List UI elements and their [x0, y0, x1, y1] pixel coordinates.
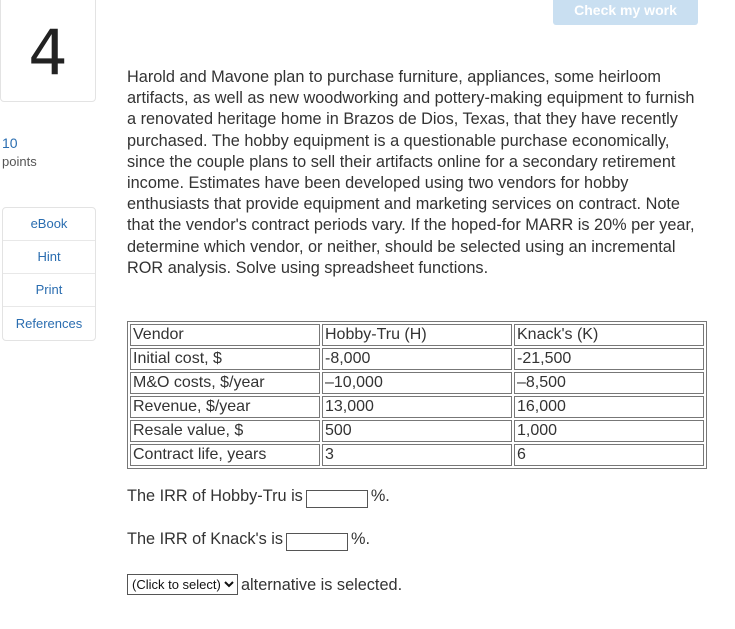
irr-hobby-tru-suffix: %. — [370, 487, 390, 505]
ebook-link[interactable]: eBook — [3, 208, 95, 241]
table-header-cell: Knack's (K) — [514, 324, 704, 346]
selection-line — [127, 574, 402, 595]
irr-hobby-tru-input[interactable] — [306, 490, 368, 508]
table-row — [130, 444, 704, 466]
table-cell: 500 — [322, 420, 512, 442]
table-header-row — [130, 324, 704, 346]
table-row — [130, 372, 704, 394]
table-cell: Revenue, $/year — [130, 396, 320, 418]
irr-hobby-tru-prefix: The IRR of Hobby-Tru is — [127, 487, 303, 505]
table-cell: 13,000 — [322, 396, 512, 418]
question-tools — [2, 207, 96, 341]
irr-hobby-tru-line — [127, 487, 390, 508]
irr-knacks-line — [127, 530, 370, 551]
hint-link[interactable]: Hint — [3, 241, 95, 274]
alternative-select[interactable] — [127, 574, 238, 595]
table-row — [130, 396, 704, 418]
check-my-work-button[interactable]: Check my work — [553, 0, 698, 25]
question-number: 4 — [28, 15, 68, 89]
table-row — [130, 348, 704, 370]
table-row — [130, 420, 704, 442]
table-cell: 3 — [322, 444, 512, 466]
points-value: 10 — [2, 135, 18, 151]
table-cell: -21,500 — [514, 348, 704, 370]
irr-knacks-input[interactable] — [286, 533, 348, 551]
vendor-table — [127, 321, 707, 469]
table-cell: Initial cost, $ — [130, 348, 320, 370]
table-cell: 1,000 — [514, 420, 704, 442]
table-header-cell: Vendor — [130, 324, 320, 346]
table-cell: 16,000 — [514, 396, 704, 418]
points-label: points — [2, 154, 37, 169]
question-text: Harold and Mavone plan to purchase furniture, appliances, some heirloom artifacts, as well as new woodworking and pottery-making equipment to furnish a renovated heritage home in Brazos de Dios, Texas, that they have recently purchased. The hobby equipment is a questionable purchase economically, since the couple plans to sell their artifacts online for a secondary retirement income. Estimates have been developed using two vendors for hobby enthusiasts that provide equipment and marketing services on contract. Note that the vendor's contract periods vary. If the hoped-for MARR is 20% per year, determine which vendor, or neither, should be selected using an incremental ROR analysis. Solve using spreadsheet functions. — [127, 68, 695, 277]
references-link[interactable]: References — [15, 316, 83, 331]
table-cell: –10,000 — [322, 372, 512, 394]
table-header-cell: Hobby-Tru (H) — [322, 324, 512, 346]
table-cell: 6 — [514, 444, 704, 466]
table-cell: M&O costs, $/year — [130, 372, 320, 394]
irr-knacks-prefix: The IRR of Knack's is — [127, 530, 284, 548]
table-cell: –8,500 — [514, 372, 704, 394]
table-cell: -8,000 — [322, 348, 512, 370]
irr-knacks-suffix: %. — [351, 530, 371, 548]
selection-suffix: alternative is selected. — [241, 576, 403, 594]
table-cell: Resale value, $ — [130, 420, 320, 442]
question-number-card — [0, 0, 96, 102]
print-link[interactable]: Print — [3, 274, 95, 307]
table-cell: Contract life, years — [130, 444, 320, 466]
